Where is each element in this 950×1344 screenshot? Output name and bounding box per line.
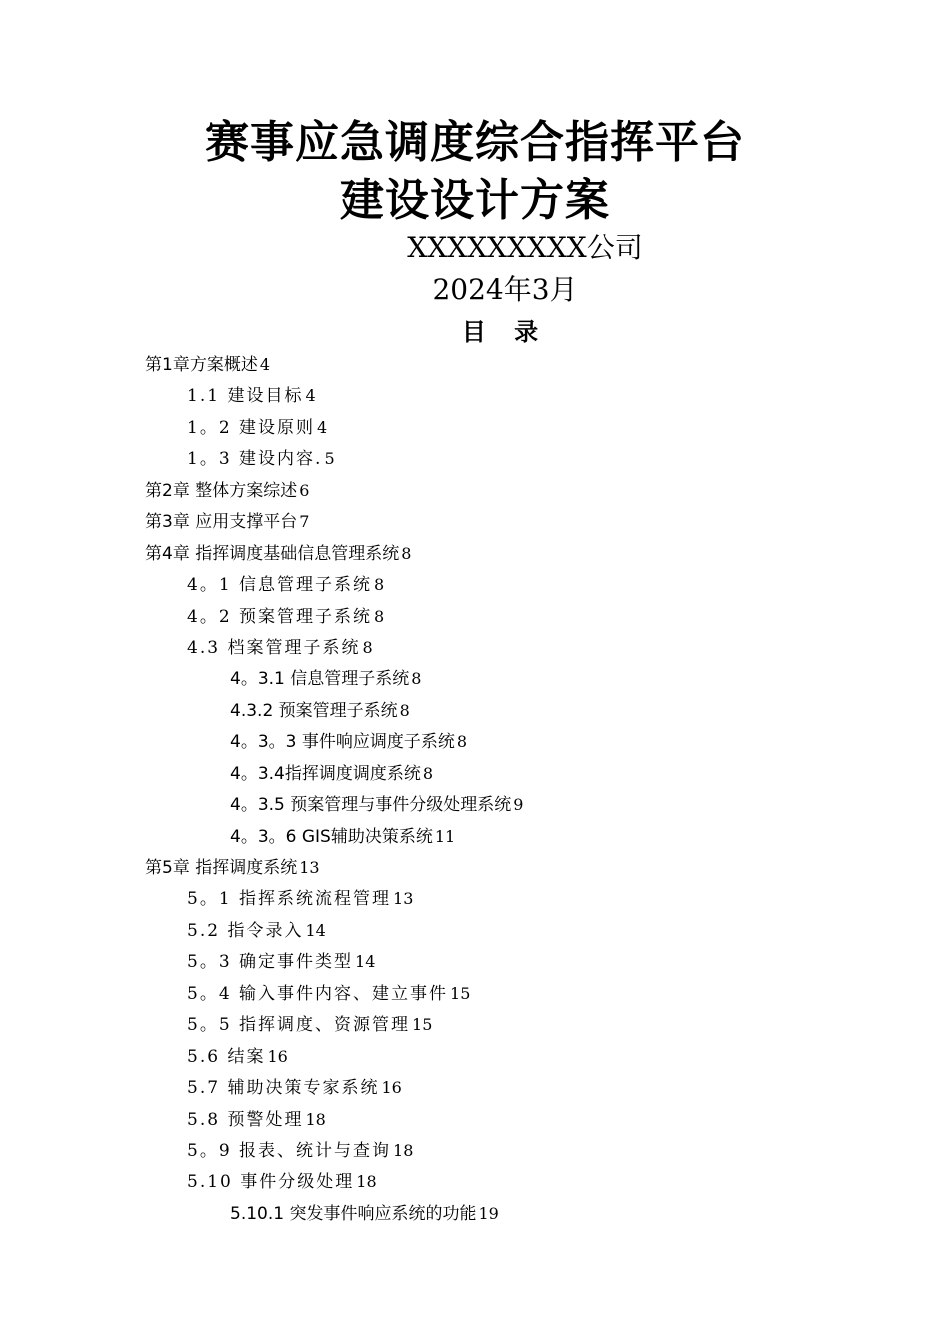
toc-entry-page-number: 16 xyxy=(381,1078,402,1098)
toc-entry-label: 4。3.5 预案管理与事件分级处理系统 xyxy=(230,795,512,816)
toc-entry[interactable] xyxy=(0,1041,950,1072)
toc-entry[interactable] xyxy=(0,506,950,537)
toc-entry-page-number: 18 xyxy=(356,1172,377,1192)
toc-entry[interactable] xyxy=(0,726,950,757)
toc-entry-page-number: 6 xyxy=(299,480,310,500)
document-title-line-2: 建设设计方案 xyxy=(340,175,610,226)
toc-entry[interactable] xyxy=(0,443,950,474)
toc-entry-label: 5。3 确定事件类型 xyxy=(187,952,354,973)
toc-entry-page-number: 8 xyxy=(362,637,373,657)
toc-entry[interactable] xyxy=(0,1135,950,1166)
toc-entry-page-number: 15 xyxy=(412,1015,433,1035)
toc-entry-label: 第2章 整体方案综述 xyxy=(145,480,298,501)
toc-entry-page-number: 8 xyxy=(456,732,468,752)
toc-heading: 目 录 xyxy=(461,318,549,346)
toc-entry-page-number: 8 xyxy=(374,606,385,626)
document-date: 2024年3月 xyxy=(432,273,578,306)
toc-entry-page-number: 4 xyxy=(305,386,316,406)
toc-entry-page-number: 14 xyxy=(305,920,326,940)
toc-entry-page-number: 14 xyxy=(355,952,376,972)
toc-entry-page-number: 18 xyxy=(393,1140,414,1160)
toc-entry-page-number: 16 xyxy=(267,1046,288,1066)
toc-entry[interactable] xyxy=(0,852,950,883)
toc-entry[interactable] xyxy=(0,883,950,914)
toc-entry-page-number: 7 xyxy=(299,512,310,532)
toc-entry-label: 5。9 报表、统计与查询 xyxy=(187,1140,392,1161)
toc-entry[interactable] xyxy=(0,1072,950,1103)
toc-entry-page-number: 15 xyxy=(450,983,471,1003)
toc-entry[interactable] xyxy=(0,663,950,694)
toc-entry[interactable] xyxy=(0,1104,950,1135)
toc-entry-page-number: 18 xyxy=(305,1109,326,1129)
toc-entry[interactable] xyxy=(0,632,950,663)
company-name: XXXXXXXXX公司 xyxy=(407,231,643,264)
toc-entry-label: 5。1 指挥系统流程管理 xyxy=(187,889,392,910)
toc-entry-page-number: 13 xyxy=(393,889,414,909)
toc-entry[interactable] xyxy=(0,821,950,852)
toc-entry-label: 第3章 应用支撑平台 xyxy=(145,512,298,533)
toc-entry-label: 5。4 输入事件内容、建立事件 xyxy=(187,983,449,1004)
toc-entry-label: 4。3.4指挥调度调度系统 xyxy=(230,763,421,784)
toc-entry[interactable] xyxy=(0,538,950,569)
toc-entry[interactable] xyxy=(0,1009,950,1040)
toc-entry-label: 1。2 建设原则 xyxy=(187,417,316,438)
toc-entry-label: 4。1 信息管理子系统 xyxy=(187,575,373,596)
toc-entry-label: 5.2 指令录入 xyxy=(187,920,304,941)
toc-entry[interactable] xyxy=(0,475,950,506)
toc-entry[interactable] xyxy=(0,601,950,632)
toc-entry-label: 4.3 档案管理子系统 xyxy=(187,637,361,658)
toc-entry[interactable] xyxy=(0,789,950,820)
toc-entry[interactable] xyxy=(0,1166,950,1197)
toc-entry-label: 4。2 预案管理子系统 xyxy=(187,606,373,627)
toc-entry[interactable] xyxy=(0,758,950,789)
toc-entry-label: 第5章 指挥调度系统 xyxy=(145,858,298,878)
document-title-line-1: 赛事应急调度综合指挥平台 xyxy=(205,117,745,168)
toc-entry-label: 5.6 结案 xyxy=(187,1046,266,1067)
toc-entry-label: 4.3.2 预案管理子系统 xyxy=(230,700,398,721)
toc-entry-label: 第1章方案概述 xyxy=(145,355,258,375)
toc-entry-page-number: 4 xyxy=(317,417,328,437)
toc-entry-page-number: 8 xyxy=(422,763,434,783)
toc-entry-page-number: 8 xyxy=(399,700,410,720)
toc-entry-label: 5.10 事件分级处理 xyxy=(187,1172,355,1193)
toc-entry[interactable] xyxy=(0,978,950,1009)
toc-entry-label: 5.7 辅助决策专家系统 xyxy=(187,1078,380,1099)
toc-entry[interactable] xyxy=(0,1198,950,1229)
toc-entry[interactable] xyxy=(0,349,950,380)
toc-entry-page-number: 4 xyxy=(259,355,271,374)
toc-entry-label: 1.1 建设目标 xyxy=(187,386,304,407)
toc-entry-label: 5.10.1 突发事件响应系统的功能 xyxy=(230,1203,477,1224)
toc-entry-label: 4。3。3 事件响应调度子系统 xyxy=(230,732,455,753)
toc-entry[interactable] xyxy=(0,695,950,726)
toc-entry-label: 第4章 指挥调度基础信息管理系统 xyxy=(145,543,400,564)
toc-entry-label: 5。5 指挥调度、资源管理 xyxy=(187,1015,411,1036)
toc-entry-page-number: 8 xyxy=(411,669,422,689)
toc-entry-label: 5.8 预警处理 xyxy=(187,1109,304,1130)
toc-entry-page-number: 19 xyxy=(478,1203,499,1223)
toc-entry-page-number: 11 xyxy=(434,826,456,846)
toc-entry-page-number: 13 xyxy=(299,858,320,877)
toc-entry[interactable] xyxy=(0,915,950,946)
toc-entry-page-number: 8 xyxy=(374,575,385,595)
toc-entry-page-number: 9 xyxy=(513,795,524,815)
toc-entry-page-number: 8 xyxy=(401,543,412,563)
toc-entry[interactable] xyxy=(0,569,950,600)
table-of-contents xyxy=(0,349,950,1229)
toc-entry-label: 4。3。6 GIS辅助决策系统 xyxy=(230,826,433,847)
toc-entry-label: 4。3.1 信息管理子系统 xyxy=(230,669,410,690)
toc-entry[interactable] xyxy=(0,946,950,977)
toc-entry[interactable] xyxy=(0,380,950,411)
toc-entry-page-number: 5 xyxy=(324,449,335,469)
toc-entry-label: 1。3 建设内容. xyxy=(187,449,323,470)
toc-entry[interactable] xyxy=(0,412,950,443)
